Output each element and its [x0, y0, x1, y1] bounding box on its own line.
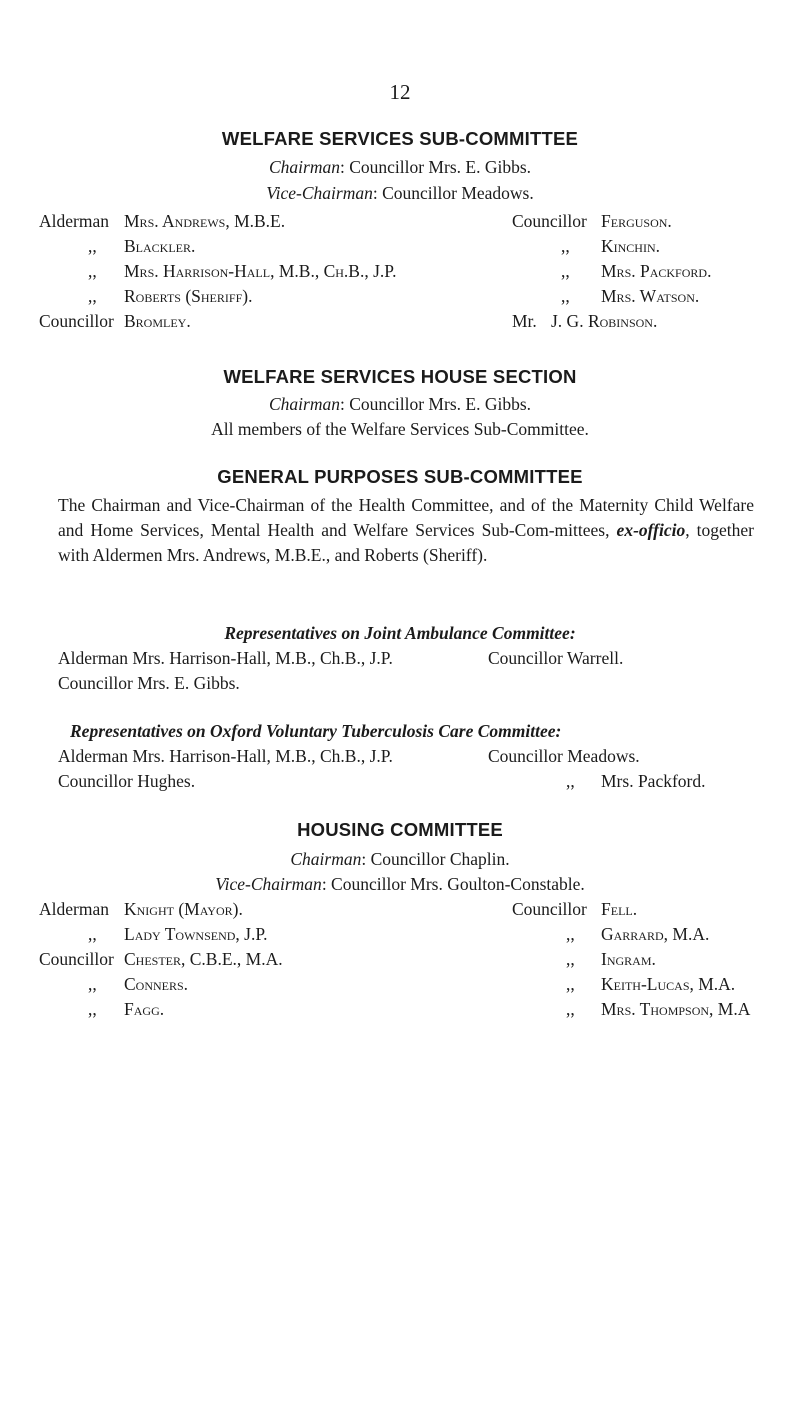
chairman-label: Chairman: [290, 849, 362, 869]
ditto-mark: ,,: [88, 236, 97, 256]
housing-chairman: [0, 848, 800, 870]
member-title: Alderman: [39, 899, 109, 919]
welfare-vice-chairman: [0, 182, 800, 204]
general-paragraph-text: The Chairman and Vice-Chairman of the Health Committee, and of the Maternity Child Welfare and Home Services, Mental Health and Welfare Services Sub-Com-mittees,: [58, 495, 754, 540]
tb-member-4: Mrs. Packford.: [601, 771, 706, 791]
ambulance-heading: [0, 622, 800, 644]
member-name: Ferguson.: [601, 211, 672, 231]
ditto-mark: ,,: [561, 261, 570, 281]
member-name: Blackler.: [124, 236, 196, 256]
ambulance-member-2: Councillor Warrell.: [488, 648, 624, 668]
member-name: Mrs. Harrison-Hall, M.B., Ch.B., J.P.: [124, 261, 397, 281]
member-title: Alderman: [39, 211, 109, 231]
ditto-mark: ,,: [88, 999, 97, 1019]
general-paragraph-text-2: , together with Aldermen Mrs. Andrews, M.B.E., and Roberts (Sheriff).: [58, 520, 755, 565]
tb-member-2: Councillor Meadows.: [488, 746, 640, 766]
ditto-mark: ,,: [566, 924, 575, 944]
member-name: Knight (Mayor).: [124, 899, 243, 919]
ditto-mark: ,,: [88, 261, 97, 281]
welfare-heading: WELFARE SERVICES SUB-COMMITTEE: [221, 128, 579, 149]
ambulance-heading-text: Representatives on Joint Ambulance Committee: [224, 623, 570, 643]
member-name: Fagg.: [124, 999, 165, 1019]
ditto-mark: ,,: [88, 974, 97, 994]
ditto-mark: ,,: [566, 999, 575, 1019]
ambulance-member-1: Alderman Mrs. Harrison-Hall, M.B., Ch.B., J.P.: [58, 648, 393, 668]
chairman-label: Chairman: [268, 157, 340, 177]
member-name: Keith-Lucas, M.A.: [601, 974, 736, 994]
member-name: Fell.: [601, 899, 638, 919]
member-name: J. G. Robinson.: [551, 311, 658, 331]
member-name: Ingram.: [601, 949, 656, 969]
tb-heading-colon: :: [555, 721, 562, 741]
chairman-value: : Councillor Mrs. E. Gibbs.: [339, 157, 532, 177]
house-chairman: [0, 393, 800, 415]
ditto-mark: ,,: [561, 236, 570, 256]
member-name: Mrs. Packford.: [601, 261, 712, 281]
member-name: Garrard, M.A.: [601, 924, 710, 944]
ditto-mark: ,,: [88, 924, 97, 944]
member-title: Councillor: [512, 899, 587, 919]
vice-chairman-label: Vice-Chairman: [215, 874, 322, 894]
member-name: Chester, C.B.E., M.A.: [124, 949, 283, 969]
ex-officio: ex-officio: [616, 520, 686, 540]
member-title: Councillor: [39, 311, 114, 331]
member-name: Mrs. Thompson, M.A: [601, 999, 751, 1019]
member-name: Lady Townsend, J.P.: [124, 924, 268, 944]
member-name: Kinchin.: [601, 236, 661, 256]
general-paragraph: [58, 493, 754, 568]
general-heading: GENERAL PURPOSES SUB-COMMITTEE: [217, 466, 583, 487]
ditto-mark: ,,: [566, 974, 575, 994]
member-name: Mrs. Andrews, M.B.E.: [124, 211, 286, 231]
tb-member-1: Alderman Mrs. Harrison-Hall, M.B., Ch.B., J.P.: [58, 746, 393, 766]
house-note: All members of the Welfare Services Sub-Committee.: [211, 419, 589, 439]
member-name: Mrs. Watson.: [601, 286, 700, 306]
chairman-value: : Councillor Mrs. E. Gibbs.: [339, 394, 532, 414]
tb-heading-text: Representatives on Oxford Voluntary Tuberculosis Care Committee: [70, 721, 556, 741]
tb-heading: [70, 720, 561, 742]
chairman-value: : Councillor Chaplin.: [361, 849, 510, 869]
ambulance-heading-colon: :: [569, 623, 576, 643]
ditto-mark: ,,: [88, 286, 97, 306]
ditto-mark: ,,: [566, 949, 575, 969]
housing-heading: HOUSING COMMITTEE: [297, 819, 503, 840]
ditto-mark: ,,: [561, 286, 570, 306]
chairman-label: Chairman: [268, 394, 340, 414]
house-heading: WELFARE SERVICES HOUSE SECTION: [223, 366, 577, 387]
vice-chairman-value: : Councillor Meadows.: [372, 183, 534, 203]
ambulance-member-3: Councillor Mrs. E. Gibbs.: [58, 673, 240, 693]
vice-chairman-value: : Councillor Mrs. Goulton-Constable.: [321, 874, 585, 894]
member-title: Councillor: [512, 211, 587, 231]
housing-vice-chairman: [0, 873, 800, 895]
member-title: Mr.: [512, 311, 537, 331]
member-name: Conners.: [124, 974, 189, 994]
welfare-chairman: [0, 156, 800, 178]
member-name: Bromley.: [124, 311, 191, 331]
tb-member-3: Councillor Hughes.: [58, 771, 196, 791]
ditto-mark: ,,: [566, 771, 575, 791]
page-number: 12: [389, 80, 411, 104]
member-name: Roberts (Sheriff).: [124, 286, 253, 306]
member-title: Councillor: [39, 949, 114, 969]
vice-chairman-label: Vice-Chairman: [266, 183, 373, 203]
